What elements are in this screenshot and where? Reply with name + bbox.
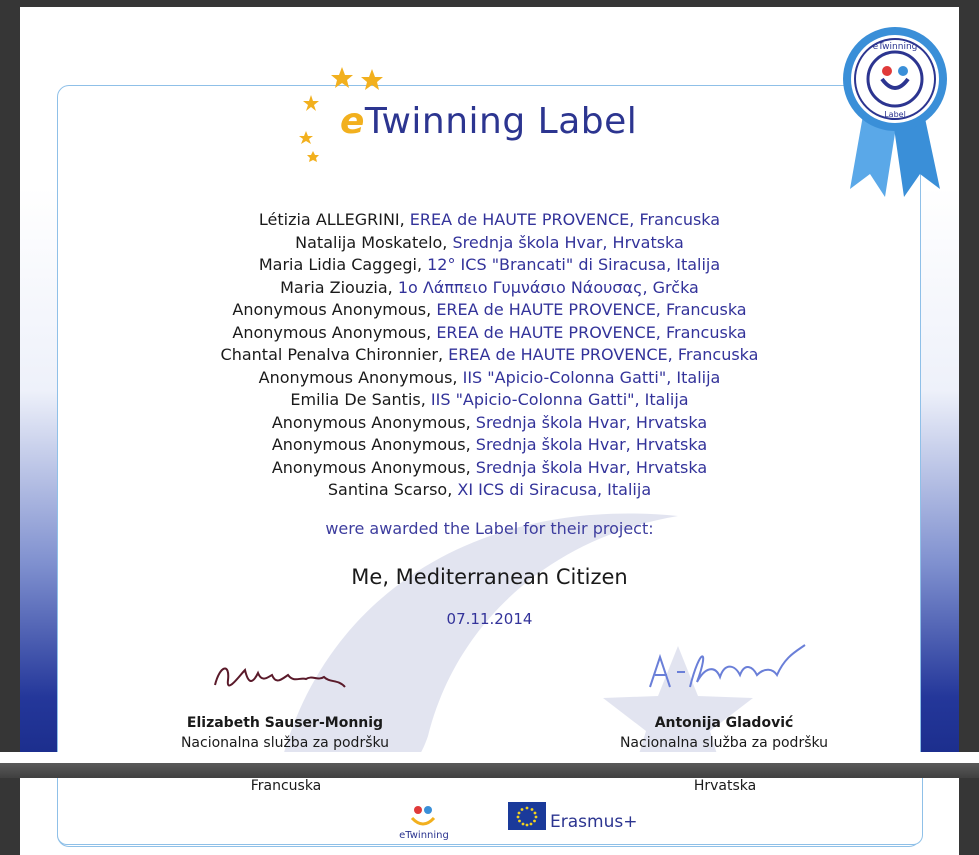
etwinning-logo-icon	[396, 800, 456, 840]
awarded-text: were awarded the Label for their project:	[325, 519, 654, 538]
participant-line	[40, 277, 939, 300]
viewer-frame-top	[0, 0, 979, 7]
participant-name: Maria Lidia Caggegi,	[258, 255, 428, 274]
viewer-frame-right	[959, 0, 979, 855]
participant-line	[40, 412, 939, 435]
participant-name: Natalija Moskatelo,	[295, 232, 453, 252]
certificate-lower-section	[57, 778, 923, 845]
participant-line	[40, 299, 939, 322]
participant-school: IIS "Apicio-Colonna Gatti", Italija	[430, 390, 689, 409]
award-date: 07.11.2014	[446, 610, 533, 628]
participant-name: Anonymous Anonymous,	[232, 300, 437, 319]
participant-school: EREA de HAUTE PROVENCE, Francuska	[436, 300, 747, 319]
participant-school: Srednja škola Hvar, Hrvatska	[475, 412, 708, 432]
signatory-right-country: Hrvatska	[693, 778, 757, 794]
participant-line	[40, 457, 939, 480]
viewer-frame-left	[0, 0, 20, 855]
participant-school: EREA de HAUTE PROVENCE, Francuska	[409, 210, 721, 229]
participant-line	[40, 232, 939, 255]
participant-school: Srednja škola Hvar, Hrvatska	[475, 457, 708, 477]
etwinning-label-badge-icon	[840, 19, 950, 199]
signatory-right-role: Nacionalna služba za podršku	[619, 735, 829, 751]
badge-bottom-text: Label	[884, 110, 906, 119]
participant-school: 12° ICS "Brancati" di Siracusa, Italija	[427, 255, 721, 274]
certificate-page	[20, 7, 959, 855]
participant-school: IIS "Apicio-Colonna Gatti", Italija	[462, 367, 721, 387]
participant-school: Srednja škola Hvar, Hrvatska	[475, 435, 708, 454]
participant-school: 1ο Λάππειο Γυμνάσιο Νάουσας, Grčka	[397, 277, 699, 297]
participants-list	[40, 209, 939, 502]
participant-line	[40, 367, 939, 390]
signatory-right-name: Antonija Gladović	[654, 715, 794, 731]
signatory-left-country: Francuska	[250, 778, 322, 794]
participant-name: Chantal Penalva Chironnier,	[220, 345, 449, 364]
participant-line	[40, 209, 939, 232]
participant-name: Anonymous Anonymous,	[232, 322, 437, 342]
participant-name: Emilia De Santis,	[290, 390, 431, 409]
participant-school: EREA de HAUTE PROVENCE, Francuska	[436, 322, 747, 342]
participant-name: Maria Ziouzia,	[280, 277, 398, 297]
participant-school: Srednja škola Hvar, Hrvatska	[452, 232, 684, 252]
signatory-left-name: Elizabeth Sauser-Monnig	[186, 715, 384, 731]
participant-line	[40, 344, 939, 367]
page-break-white	[0, 752, 979, 763]
title-rest: Twinning Label	[364, 101, 638, 142]
participant-line	[40, 434, 939, 457]
participant-school: EREA de HAUTE PROVENCE, Francuska	[448, 345, 759, 364]
title-e-prefix: e	[340, 101, 365, 142]
participant-name: Anonymous Anonymous,	[258, 367, 463, 387]
participant-school: XI ICS di Siracusa, Italija	[457, 480, 652, 499]
participant-line	[40, 389, 939, 412]
certificate-title	[340, 101, 637, 142]
erasmus-logo-text: Erasmus+	[550, 812, 638, 832]
page-break-bar	[0, 763, 979, 778]
signatory-left-role: Nacionalna služba za podršku	[180, 735, 390, 751]
etwinning-logo-text: eTwinning	[399, 830, 449, 840]
participant-line	[40, 254, 939, 277]
participant-name: Létizia ALLEGRINI,	[258, 210, 410, 229]
participant-name: Anonymous Anonymous,	[271, 412, 476, 432]
participant-name: Anonymous Anonymous,	[271, 435, 476, 454]
signature-right	[650, 645, 805, 687]
eu-flag-icon	[508, 802, 546, 830]
participant-name: Santina Scarso,	[327, 480, 458, 499]
participant-name: Anonymous Anonymous,	[271, 457, 476, 477]
project-name: Me, Mediterranean Citizen	[351, 565, 628, 589]
badge-top-text: eTwinning	[872, 42, 918, 52]
participant-line	[40, 479, 939, 502]
participant-line	[40, 322, 939, 345]
signature-left	[210, 655, 360, 700]
